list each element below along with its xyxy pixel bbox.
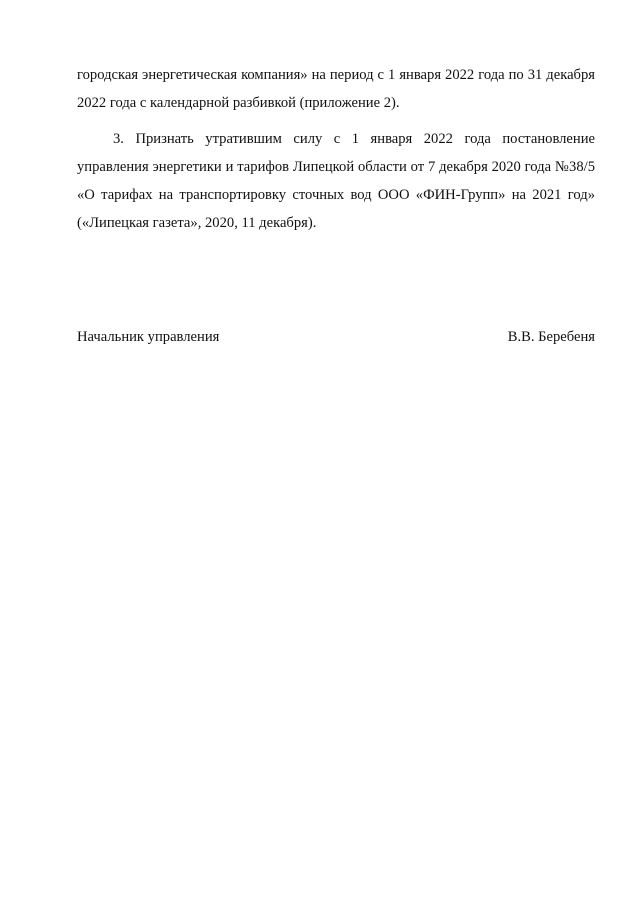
paragraph-continuation: городская энергетическая компания» на период с 1 января 2022 года по 31 декабря 2022 года с календарной разбивкой (приложение 2). <box>77 67 595 111</box>
signature-position-title: Начальник управления <box>77 329 220 345</box>
paragraph-3: 3. Признать утратившим силу с 1 января 2022 года постановление управления энергетики и тарифов Липецкой области от 7 декабря 2020 года №38/5 «О тарифах на транспортировку сточных вод ООО «ФИН-Групп» на 2021 год» («Липецкая газета», 2020, 11 декабря). <box>77 131 595 231</box>
signatory-name: В.В. Беребеня <box>507 329 595 345</box>
signature-block <box>77 323 595 351</box>
